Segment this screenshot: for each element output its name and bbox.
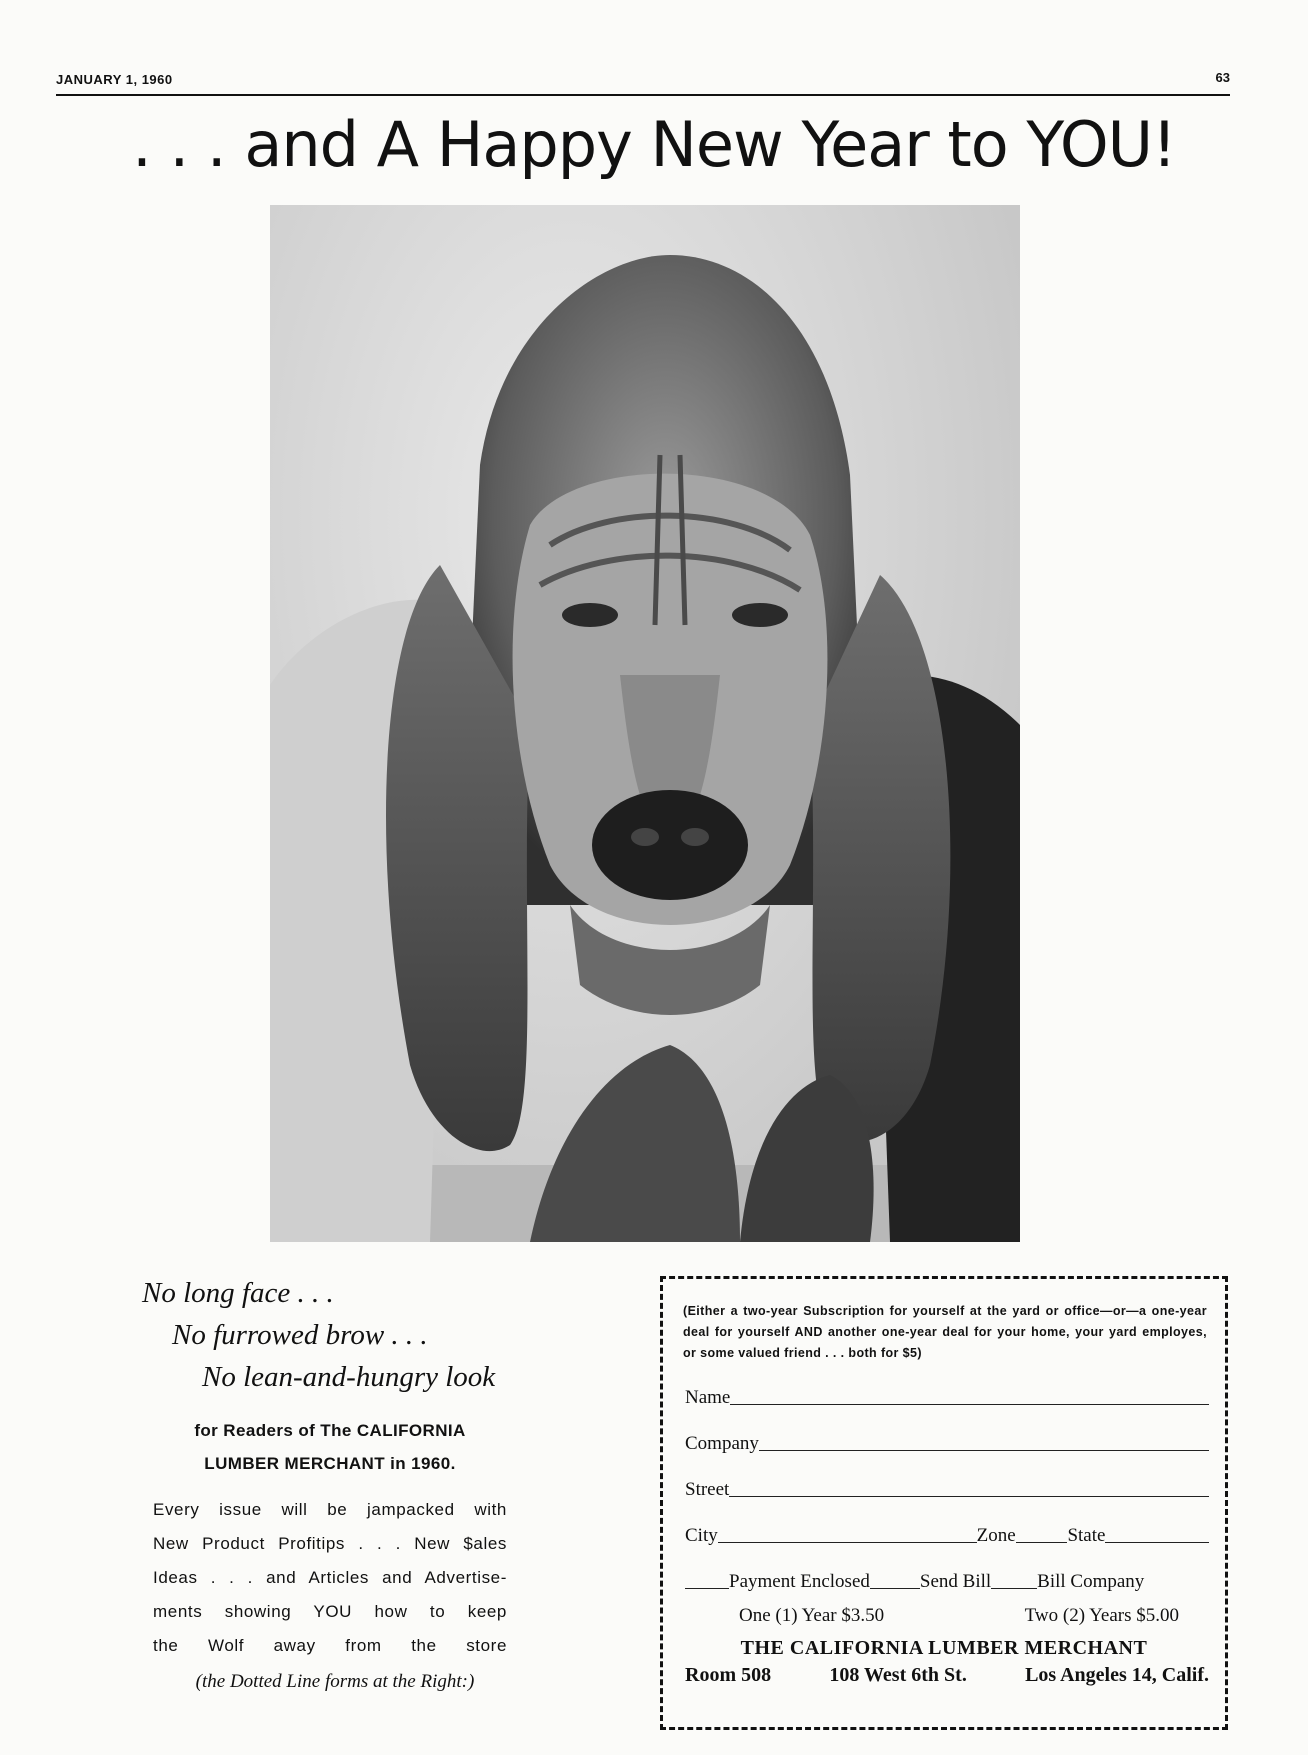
two-year-price: Two (2) Years $5.00: [1024, 1605, 1179, 1626]
readers-line: for Readers of The CALIFORNIA: [194, 1421, 466, 1440]
publisher-address: [685, 1664, 1209, 1687]
street-blank[interactable]: [729, 1495, 1209, 1497]
address-city: Los Angeles 14, Calif.: [1025, 1664, 1209, 1686]
zone-label: Zone: [976, 1525, 1016, 1546]
street-field[interactable]: [685, 1477, 1209, 1503]
city-label: City: [685, 1525, 718, 1546]
body-line: ments showing YOU how to keep: [153, 1602, 507, 1621]
coupon-intro: (Either a two-year Subscription for yourself at the yard or office—or—a one-year deal for yourself AND another one-year deal for your home, your yard employes, or some valued friend . . . both for $5): [683, 1304, 1207, 1360]
name-field[interactable]: [685, 1385, 1209, 1411]
address-street: 108 West 6th St.: [829, 1664, 967, 1686]
street-label: Street: [685, 1479, 730, 1500]
promo-body: [153, 1493, 507, 1663]
readers-heading: [150, 1414, 510, 1480]
name-blank[interactable]: [730, 1403, 1209, 1405]
state-blank[interactable]: [1105, 1541, 1209, 1543]
tagline-line: No long face . . .: [142, 1277, 334, 1309]
headline: . . . and A Happy New Year to YOU!: [132, 108, 1176, 181]
bill-company-checkbox[interactable]: [991, 1588, 1037, 1589]
send-bill-label: Send Bill: [919, 1571, 992, 1592]
bloodhound-photo: [270, 205, 1020, 1242]
city-blank[interactable]: [718, 1541, 977, 1543]
company-label: Company: [685, 1433, 759, 1454]
dotted-line-note: (the Dotted Line forms at the Right:): [195, 1671, 475, 1692]
payment-enclosed-label: Payment Enclosed: [729, 1571, 870, 1592]
city-zone-state-field[interactable]: [685, 1523, 1209, 1549]
body-line: the Wolf away from the store: [153, 1636, 507, 1655]
state-label: State: [1067, 1525, 1106, 1546]
page-header: [56, 68, 1230, 96]
zone-blank[interactable]: [1016, 1541, 1068, 1543]
payment-options: [685, 1569, 1209, 1595]
name-label: Name: [685, 1387, 731, 1408]
address-room: Room 508: [685, 1664, 772, 1686]
company-blank[interactable]: [759, 1449, 1209, 1451]
one-year-price: One (1) Year $3.50: [739, 1605, 885, 1626]
subscription-coupon: [660, 1276, 1228, 1730]
body-line: Every issue will be jampacked with: [153, 1500, 507, 1519]
issue-date: JANUARY 1, 1960: [56, 72, 173, 87]
publisher-name: THE CALIFORNIA LUMBER MERCHANT: [740, 1637, 1148, 1659]
body-line: Ideas . . . and Articles and Advertise-: [153, 1568, 507, 1587]
company-field[interactable]: [685, 1431, 1209, 1457]
send-bill-checkbox[interactable]: [870, 1588, 920, 1589]
readers-line: LUMBER MERCHANT in 1960.: [204, 1454, 456, 1473]
tagline-line: No lean-and-hungry look: [202, 1361, 496, 1393]
page-number: 63: [1215, 70, 1230, 85]
tagline-lines: [140, 1272, 540, 1398]
payment-checkbox[interactable]: [685, 1588, 729, 1589]
bill-company-label: Bill Company: [1037, 1571, 1145, 1592]
tagline-line: No furrowed brow . . .: [172, 1319, 428, 1351]
body-line: New Product Profitips . . . New $ales: [153, 1534, 507, 1553]
